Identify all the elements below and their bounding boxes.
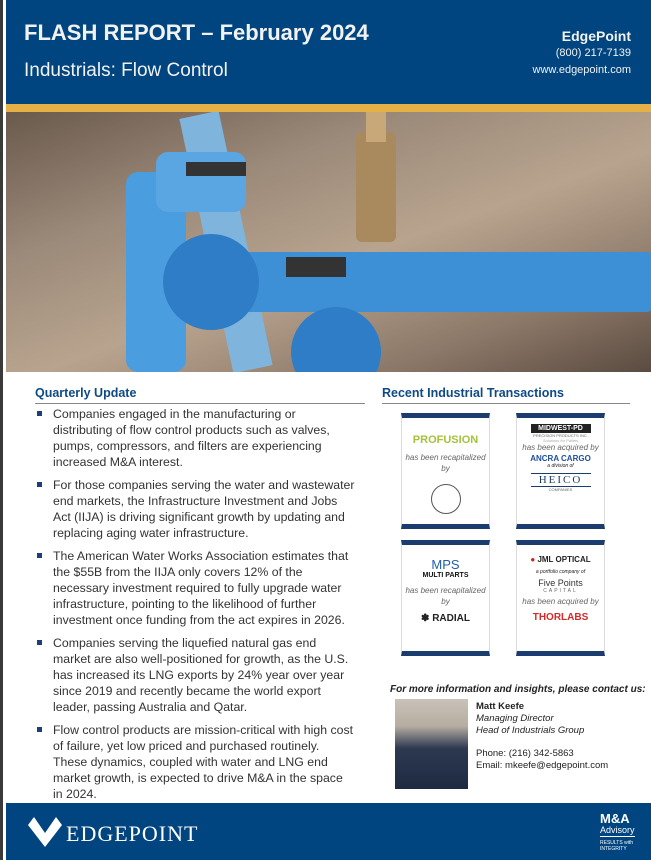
relation-text: a portfolio company of (535, 569, 586, 575)
mps-logo: MPS (431, 557, 460, 572)
radial-logo (402, 613, 489, 624)
ma-label: M&A (600, 811, 630, 826)
deal-action: has been recapitalized by (405, 586, 486, 606)
jml-name: JML OPTICAL (537, 555, 591, 564)
gold-divider (6, 104, 651, 112)
tombstone-mps (401, 540, 490, 656)
ancra-logo: ANCRA CARGO (530, 454, 591, 463)
thorlabs-logo: THORLABS (532, 612, 589, 623)
fivepoints-logo: Five Points (538, 578, 583, 588)
brand-website[interactable]: www.edgepoint.com (532, 64, 631, 76)
transactions-heading: Recent Industrial Transactions (382, 386, 630, 404)
jml-icon: ● (530, 555, 538, 564)
deal-action: has been recapitalized by (405, 453, 486, 473)
deal-action: has been acquired by (522, 597, 599, 606)
tombstone-profusion (401, 413, 490, 529)
contact-phone: Phone: (216) 342-5863 (476, 748, 574, 759)
hero-photo-pipes (6, 112, 651, 372)
midwest-tagline: Solutions for Pallets (542, 438, 579, 443)
pipes-illustration (6, 112, 651, 372)
mps-sub: MULTI PARTS (422, 572, 469, 579)
brand-name: EdgePoint (561, 28, 631, 44)
header (6, 0, 651, 104)
brand-phone: (800) 217-7139 (555, 47, 631, 59)
midwest-logo: MIDWEST-PD (531, 424, 591, 433)
heico-sub: COMPANIES (548, 487, 573, 492)
contact-heading: For more information and insights, please contact us: (390, 684, 646, 695)
midwest-sub: PRECISION PRODUCTS INC. (533, 433, 588, 438)
contact-name: Matt Keefe (476, 701, 525, 712)
deal-action: has been acquired by (522, 443, 599, 452)
heico-logo: HEICO (531, 473, 591, 487)
tagline: RESULTS with INTEGRITY (600, 840, 633, 852)
bullet-item: The American Water Works Association estimates that the $55B from the IIJA only covers 12% of the necessary investment required to fully upgrade water infrastructure, pointing to the likelihood of further investment once funding from the act expires in 2026. (35, 548, 355, 628)
contact-photo (395, 699, 468, 789)
tombstone-jml (516, 540, 605, 656)
relation-text: a division of (547, 463, 574, 469)
jml-logo (517, 555, 604, 564)
tombstone-midwest (516, 413, 605, 529)
contact-email[interactable]: Email: mkeefe@edgepoint.com (476, 760, 609, 771)
bullet-item: Companies engaged in the manufacturing or distributing of flow control products such as valves, pumps, compressors, and filters are experiencing increased M&A interest. (35, 406, 355, 470)
profusion-logo: PROFUSION (412, 434, 479, 446)
report-title: FLASH REPORT – February 2024 (24, 20, 369, 45)
contact-role: Managing Director (476, 713, 554, 724)
bullet-item: Flow control products are mission-critical with high cost of failure, yet low priced and purchased routinely. These dynamics, coupled with water and LNG end market growth, is expected to drive M&A in the space in 2024. (35, 722, 355, 802)
contact-group: Head of Industrials Group (476, 725, 585, 736)
report-subtitle: Industrials: Flow Control (24, 60, 228, 81)
edgepoint-logo-text: EDGEPOINT (66, 821, 199, 846)
quarterly-update-heading: Quarterly Update (35, 386, 365, 404)
radial-name: RADIAL (432, 613, 470, 624)
fivepoints-sub: CAPITAL (543, 588, 578, 594)
footer (6, 803, 651, 860)
advisory-label: Advisory (600, 825, 635, 835)
radial-icon: ✽ (421, 613, 433, 624)
bullet-item: For those companies serving the water and wastewater end markets, the Infrastructure Investment and Jobs Act (IIJA) is driving significant growth by updating and replacing aging water infrastructure. (35, 477, 355, 541)
acquirer-seal-icon (431, 484, 461, 514)
bullet-item: Companies serving the liquefied natural gas end market are also well-positioned for growth, as the U.S. has increased its LNG exports by 24% year over year since 2019 and recently became the world export leader, passing Australia and Qatar. (35, 635, 355, 715)
edgepoint-logo-icon (26, 813, 64, 849)
quarterly-bullets (35, 406, 355, 809)
